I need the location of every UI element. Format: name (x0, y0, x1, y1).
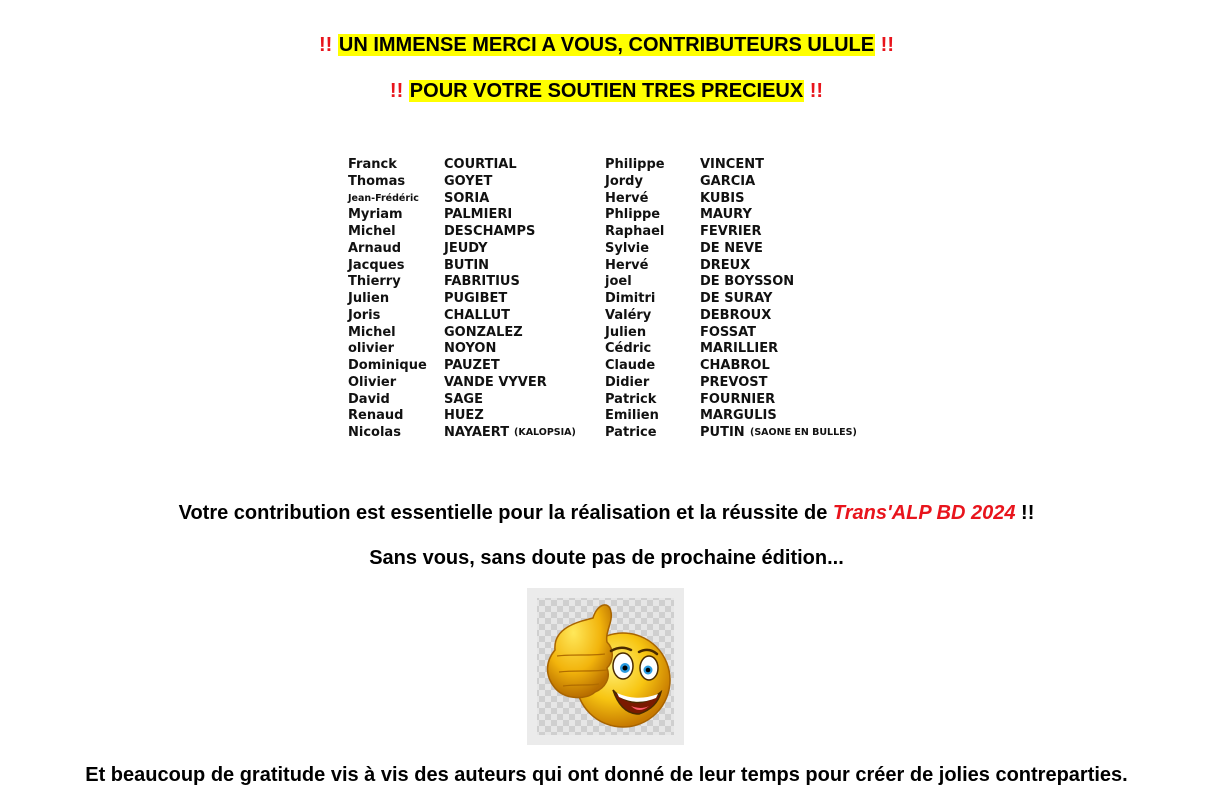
contributor-last-name: GARCIA (700, 173, 756, 189)
contributor-last-name: PREVOST (700, 374, 768, 390)
contributor-first-name: Julien (348, 291, 390, 306)
contributor-row (348, 392, 908, 409)
exclamation-marks-right: !! (880, 34, 894, 56)
contributor-last-name: MARILLIER (700, 341, 779, 357)
exclamation-marks-right: !! (809, 80, 824, 102)
contributor-first-name: joel (605, 274, 632, 290)
contributor-first-name: Julien (605, 324, 647, 340)
contributor-first-name: olivier (348, 341, 395, 357)
contributor-first-name: Dominique (348, 358, 427, 373)
heading-line-1 (0, 33, 1213, 57)
contributor-last-name: NOYON (444, 341, 497, 357)
heading-line-2 (0, 79, 1213, 103)
contributor-first-name: Emilien (605, 408, 659, 424)
contributor-note: (KALOPSIA) (514, 427, 576, 438)
contributor-last-name: FEVRIER (700, 224, 762, 239)
contributor-last-name: NAYAERT (444, 425, 510, 440)
contributor-first-name: Patrick (605, 391, 657, 407)
contributor-first-name: Franck (348, 157, 397, 172)
contributor-first-name: Didier (605, 374, 650, 390)
contributor-first-name: Valéry (605, 307, 652, 323)
contributor-first-name: Patrice (605, 425, 657, 440)
sentence-text: Votre contribution est essentielle pour la réalisation et la réussite de (178, 502, 828, 524)
contributor-last-name: PUGIBET (444, 291, 508, 306)
contributor-first-name: Nicolas (348, 425, 401, 440)
contributor-last-name: MARGULIS (700, 408, 777, 424)
contributor-row (348, 308, 908, 325)
contributor-first-name: Hervé (605, 190, 649, 206)
contributor-row (348, 425, 908, 442)
contributor-last-name: GONZALEZ (444, 324, 523, 340)
contributor-last-name: GOYET (444, 173, 493, 189)
contributor-list (348, 157, 908, 442)
contributor-last-name: DE BOYSSON (700, 274, 795, 290)
contributor-last-name: FOSSAT (700, 324, 756, 340)
gratitude-sentence: Et beaucoup de gratitude vis à vis des auteurs qui ont donné de leur temps pour créer de jolies contreparties. (85, 764, 1128, 786)
contributor-row (348, 291, 908, 308)
contributor-first-name: David (348, 391, 390, 407)
contributor-last-name: DE NEVE (700, 240, 763, 256)
contributor-note: (SAONE EN BULLES) (750, 427, 857, 438)
contribution-sentence (0, 501, 1213, 525)
contributor-last-name: KUBIS (700, 190, 745, 206)
contributor-row (348, 157, 908, 174)
contributor-row (348, 241, 908, 258)
contributor-last-name: SORIA (444, 190, 490, 206)
contributor-row (348, 358, 908, 375)
contributor-last-name: JEUDY (444, 240, 488, 256)
contributor-last-name: VANDE VYVER (444, 374, 547, 390)
heading-highlighted-text: POUR VOTRE SOUTIEN TRES PRECIEUX (409, 80, 804, 102)
contributor-first-name: Joris (348, 307, 381, 323)
contributor-row (348, 207, 908, 224)
contributor-last-name: PALMIERI (444, 207, 513, 223)
contributor-first-name: Thierry (348, 274, 401, 290)
contributor-last-name: COURTIAL (444, 157, 517, 172)
contributor-last-name: DEBROUX (700, 307, 772, 323)
contributor-row (348, 325, 908, 342)
contributor-first-name: Myriam (348, 207, 403, 223)
contributor-last-name: VINCENT (700, 157, 764, 172)
contributor-first-name: Jacques (348, 257, 405, 273)
contributor-last-name: BUTIN (444, 257, 490, 273)
next-edition-sentence: Sans vous, sans doute pas de prochaine édition... (369, 547, 844, 569)
contributor-last-name: CHABROL (700, 358, 770, 373)
contributor-last-name: PAUZET (444, 358, 500, 373)
contributor-row (348, 408, 908, 425)
contributor-first-name: Arnaud (348, 240, 402, 256)
contributor-row (348, 224, 908, 241)
contributor-row (348, 341, 908, 358)
thumbs-up-smiley-icon (527, 588, 684, 745)
contributor-first-name: Claude (605, 358, 656, 373)
contributor-last-name: HUEZ (444, 408, 484, 424)
contributor-last-name: MAURY (700, 207, 752, 223)
contributor-first-name: Thomas (348, 173, 406, 189)
exclamation-marks-left: !! (389, 80, 404, 102)
contributor-first-name: Hervé (605, 257, 649, 273)
contributor-first-name: Olivier (348, 374, 397, 390)
contributor-last-name: FOURNIER (700, 391, 776, 407)
contributor-row (348, 258, 908, 275)
contributor-last-name: PUTIN (700, 425, 745, 440)
contributor-last-name: SAGE (444, 391, 483, 407)
contributor-first-name: Sylvie (605, 240, 650, 256)
heading-highlighted-text: UN IMMENSE MERCI A VOUS, CONTRIBUTEURS ULULE (338, 34, 875, 56)
contributor-first-name: Cédric (605, 341, 652, 357)
contributor-last-name: DESCHAMPS (444, 224, 536, 239)
exclamation-marks-left: !! (319, 34, 333, 56)
event-name: Trans'ALP BD 2024 (832, 502, 1016, 524)
contributor-last-name: DE SURAY (700, 291, 773, 306)
sentence-exclamation: !! (1021, 502, 1035, 524)
contributor-first-name: Philippe (605, 157, 665, 172)
contributor-first-name: Renaud (348, 408, 404, 424)
contributor-last-name: DREUX (700, 257, 751, 273)
contributor-first-name: Dimitri (605, 291, 656, 306)
contributor-last-name: CHALLUT (444, 307, 511, 323)
contributor-first-name: Jordy (605, 173, 643, 189)
contributor-last-name: FABRITIUS (444, 274, 520, 290)
contributor-first-name: Raphael (605, 224, 665, 239)
contributor-first-name: Michel (348, 324, 396, 340)
contributor-first-name: Michel (348, 224, 396, 239)
contributor-first-name: Jean-Frédéric (348, 192, 419, 204)
contributor-row (348, 375, 908, 392)
contributor-row (348, 191, 908, 208)
contributor-row (348, 174, 908, 191)
contributor-first-name: Phlippe (605, 207, 661, 223)
contributor-row (348, 274, 908, 291)
